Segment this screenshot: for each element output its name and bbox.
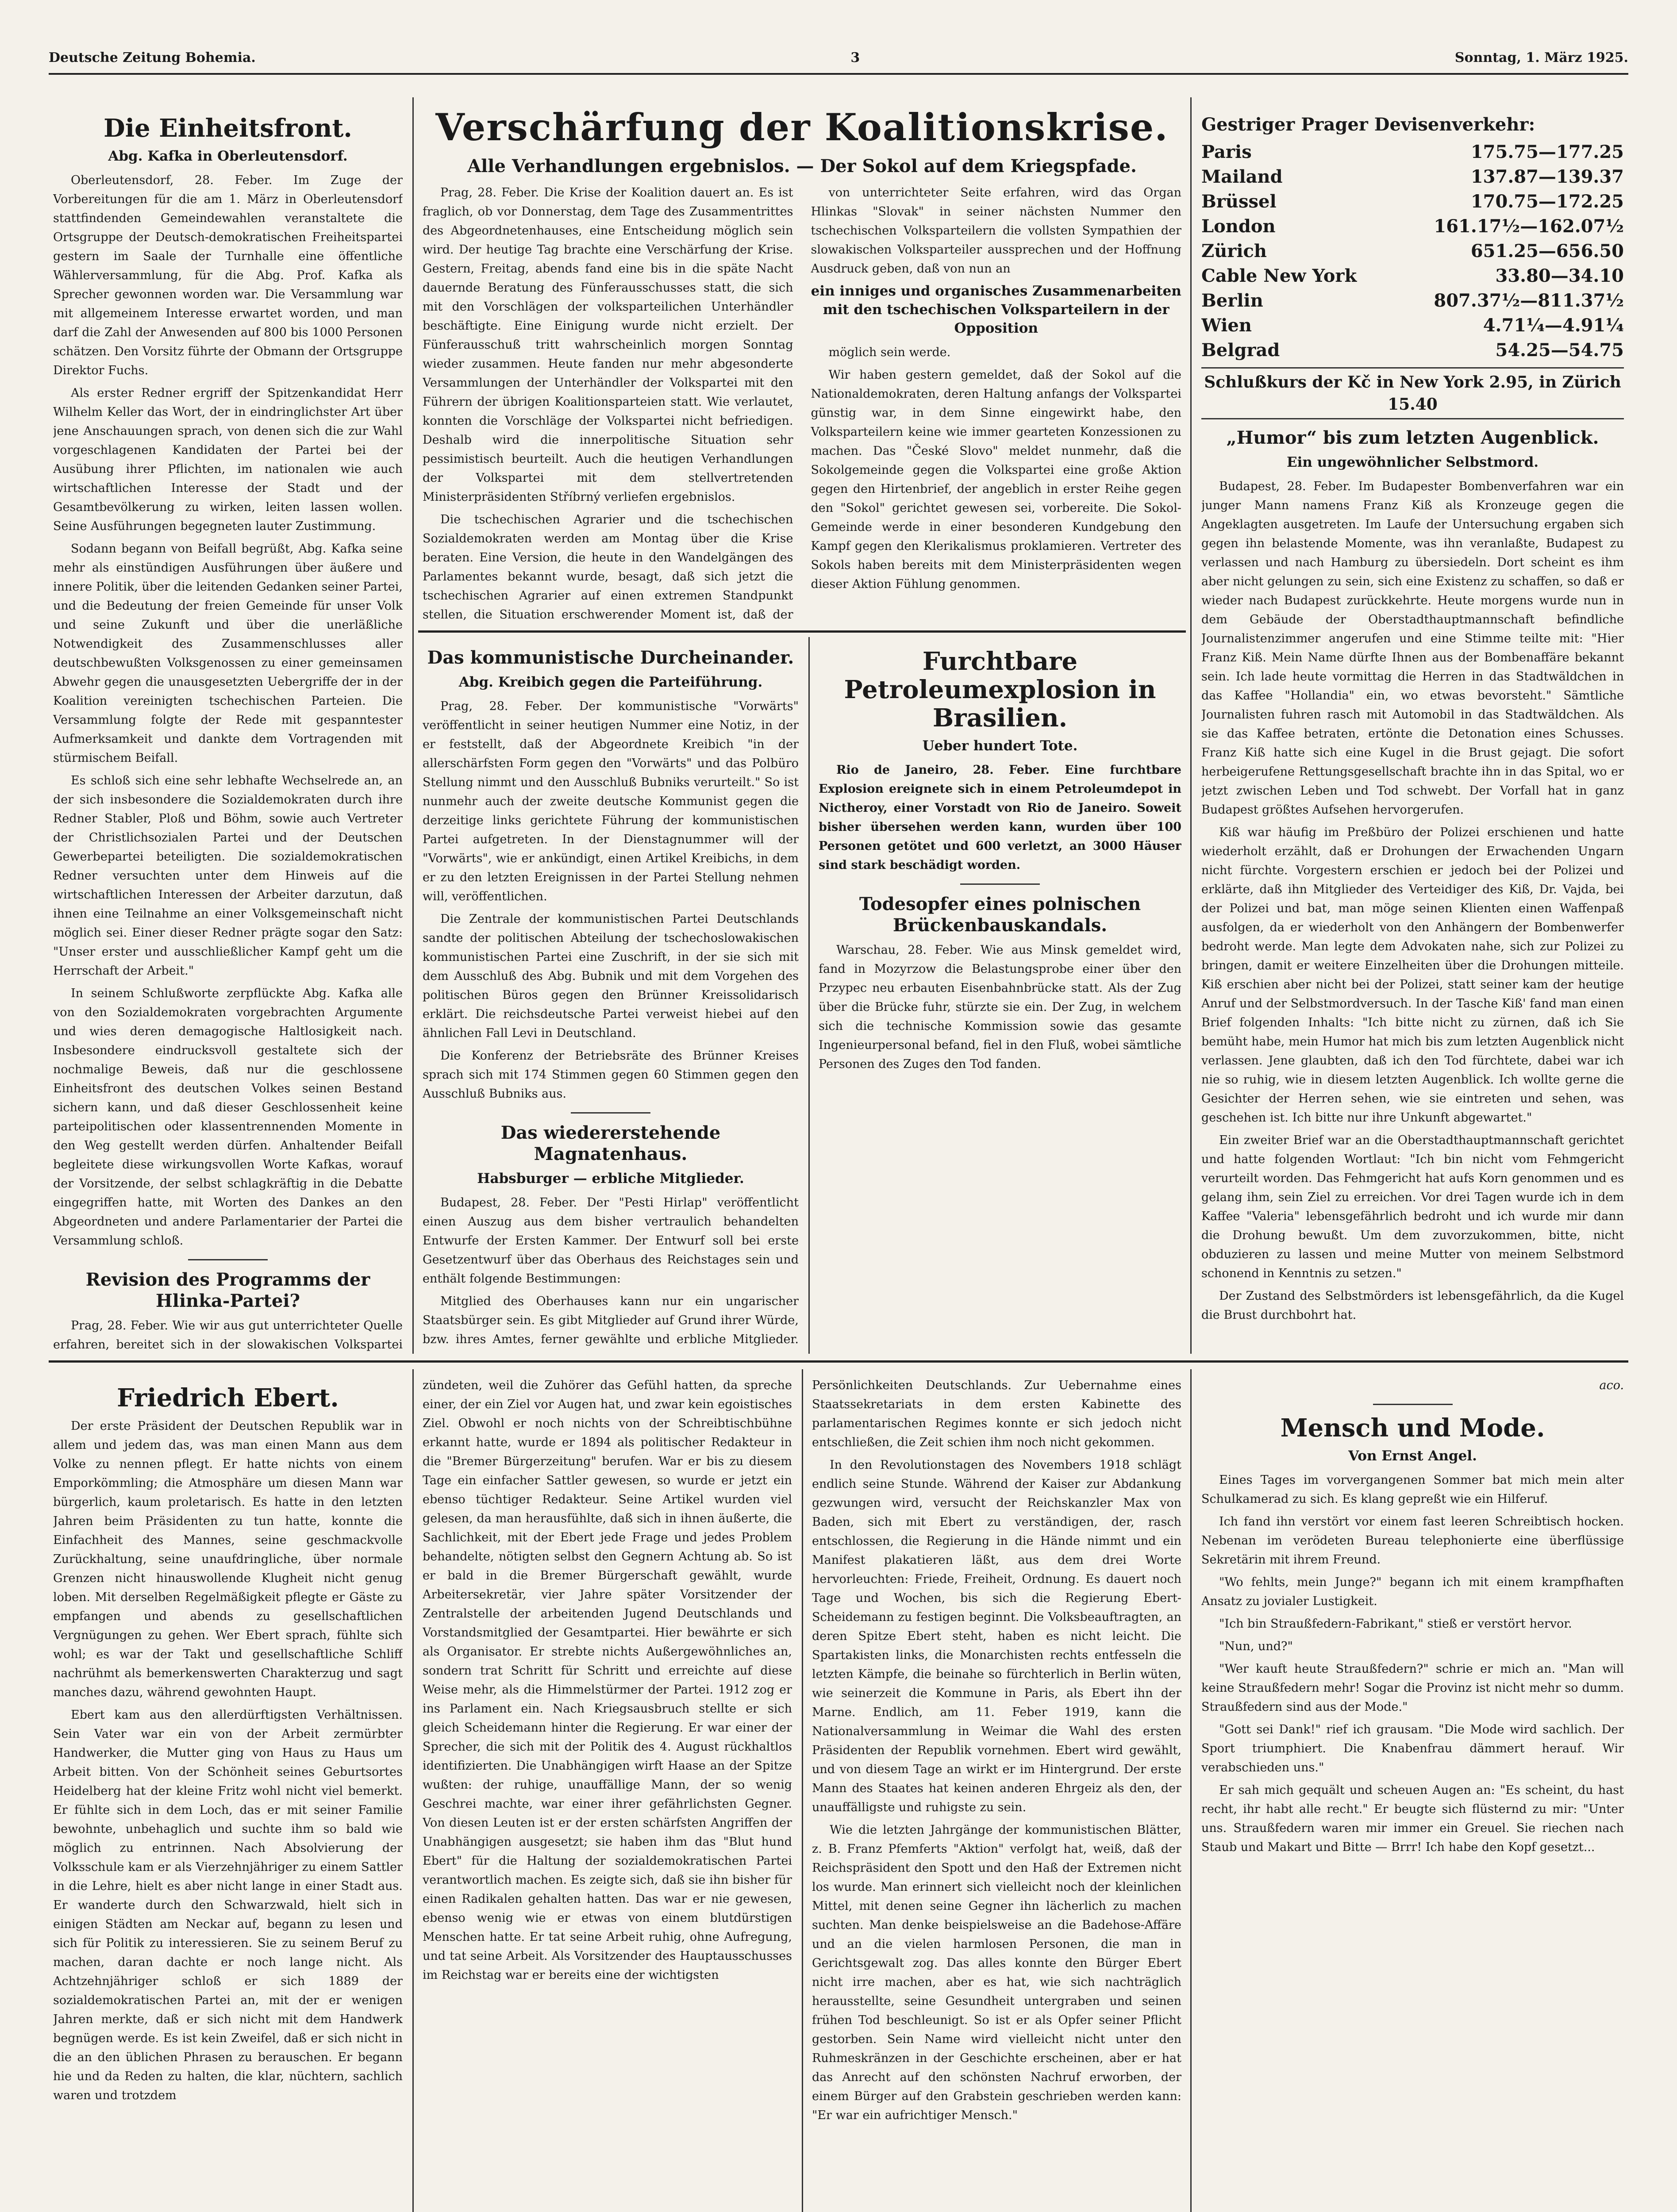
issue-date: Sonntag, 1. März 1925.: [1454, 50, 1628, 65]
paragraph: Der erste Präsident der Deutschen Republik war in allem und jedem das, was man einen Mann aus dem Volke zu nennen pflegt. Er hatte nichts von einem Emporkömmling; die Atmosphäre um diesen Mann war bürgerlich, kaum proletarisch. Es hatte in den letzten Jahren beim Präsidenten zu tun hatte, konnte die Einfachheit des Mannes, seine geschmackvolle Zurückhaltung, seine unaufdringliche, über normale Grenzen nicht hinauswollende Klugheit nicht genug loben. Mit derselben Regelmäßigkeit pflegte er Gäste zu empfangen und abends zu gesellschaftlichen Vergnügungen zu gehen. Wer Ebert sprach, fühlte sich wohl; es war der Takt und gesellschaftliche Schliff nachrühmt als bemerkenswerten Charakterzug und sagt manches dazu, während gewohnten Haupt.: [53, 1419, 403, 1699]
headline: Furchtbare Petroleumexplosion in Brasilien.: [844, 647, 1156, 733]
paper-name: Deutsche Zeitung Bohemia.: [49, 50, 256, 65]
rate-row: [1201, 189, 1624, 214]
two-column-body: [423, 183, 1181, 624]
page-header: [49, 42, 1628, 75]
headline: „Humor“ bis zum letzten Augenblick.: [1226, 427, 1599, 448]
article-petroleum: [819, 639, 1181, 1352]
paragraph: Ebert kam aus den allerdürftigsten Verhältnissen. Sein Vater war ein von der Arbeit zermürbter Handwerker, die Mutter ging von Haus zu Haus um Arbeit bitten. Von der Schönheit seines Geburtsortes Heidelberg hat der kleine Fritz wohl nicht viel bemerkt. Er fühlte sich in dem Loch, das er mit seiner Familie bewohnte, unbehaglich und suchte ihm so bald wie möglich zu entrinnen. Nach Absolvierung der Volksschule kam er als Vierzehnjähriger zu einem Sattler in die Lehre, hielt es aber nicht lange in einer Stadt aus. Er wanderte durch den Schwarzwald, hielt sich in einigen Städten am Neckar auf, begann zu lesen und sich für Politik zu interessieren. Sie zu seinem Beruf zu machen, daran dachte er noch lange nicht. Als Achtzehnjähriger schloß er sich 1889 der sozialdemokratischen Partei an, mit der er wenigen Jahren merkte, daß er sich nicht mit dem Handwerk begnügen werde. Es ist kein Zweifel, daß er sich nicht in die an den üblichen Phrasen zu berauschen. Er begann hie und da Reden zu halten, die klar, nüchtern, sachlich waren und trotzdem: [53, 1708, 403, 2102]
rate-city: London: [1201, 216, 1276, 237]
rate-value: 4.71¼—4.91¼: [1483, 315, 1624, 336]
rate-value: 33.80—34.10: [1495, 265, 1624, 286]
paragraph: Prag, 28. Feber. Der kommunistische "Vorwärts" veröffentlicht in seiner heutigen Nummer eine Notiz, in der er feststellt, daß der Abgeordnete Kreibich "in der allerschärfsten Form gegen den "Vorwärts" und das Polbüro Stellung nimmt und den Ausschluß Bubniks verurteilt." So ist nunmehr auch der zweite deutsche Kommunist gegen die derzeitige links gerichtete Führung der kommunistischen Partei aufgetreten. In der Dienstagnummer will der "Vorwärts", wie er ankündigt, einen Artikel Kreibichs, in dem er zu den letzten Ereignissen in der Partei Stellung nehmen will, veröffentlichen.: [423, 699, 799, 903]
rate-city: Mailand: [1201, 166, 1283, 187]
author-signature: aco.: [1599, 1379, 1624, 1392]
rate-value: 170.75—172.25: [1470, 191, 1624, 212]
rate-row: [1201, 140, 1624, 165]
rate-city: Paris: [1201, 142, 1252, 162]
rate-row: [1201, 239, 1624, 264]
rates-title: Gestriger Prager Devisenverkehr:: [1201, 114, 1535, 135]
paragraph: Kiß war häufig im Preßbüro der Polizei erschienen und hatte wiederholt erzählt, daß er Drohungen der Erwachenden Ungarn nicht fürchte. Vorgestern erschien er jedoch bei der Polizei und erklärte, daß ihn Mitglieder des Verteidiger des Kiß, Dr. Vajda, bei der Polizei und bat, man möge seinen Klienten einen Waffenpaß ausfolgen, da er wiederholt von den Anhängern der Bombenwerfer bedroht werde. Man legte dem Advokaten nahe, sich zur Polizei zu bringen, damit er weitere Einzelheiten über die Drohungen mitteile. Kiß erschien aber nicht bei der Polizei, statt seiner kam der heutige Anruf und der Selbstmordversuch. In der Tasche Kiß' fand man einen Brief folgenden Inhalts: "Ich bitte nicht zu zürnen, daß ich Sie bemüht habe, mein Humor hat mich bis zum letzten Augenblick nicht verlassen. Jene glaubten, daß ich den Tod fürchtete, dabei war ich nie so ruhig, wie in diesem letzten Augenblick. Ich wollte gerne die Gesichter der Herren sehen, wie sie eintreten und sehen, was geschehen ist. Ich bitte nur ihre Unkunft abgewartet.": [1201, 826, 1624, 1125]
paragraph: Als erster Redner ergriff der Spitzenkandidat Herr Wilhelm Keller das Wort, der in eindringlichster Art über jene Anschauungen sprach, von denen sich die zur Wahl vorgeschlagenen Kandidaten der Partei bei der Ausübung ihrer Pflichten, im nationalen wie auch wirtschaftlichen Interesse der Stadt und der Gesamtbevölkerung zu wirken, leiten lassen wollen. Seine Ausführungen begegneten lauter Zustimmung.: [53, 386, 403, 533]
headline: Die Einheitsfront.: [104, 114, 352, 143]
paragraph: "Gott sei Dank!" rief ich grausam. "Die Mode wird sachlich. Der Sport triumphiert. Die Knabenfrau dämmert herauf. Wir verabschieden uns.": [1201, 1723, 1624, 1774]
body-column: [423, 183, 793, 624]
rate-value: 161.17½—162.07½: [1434, 216, 1624, 237]
rate-value: 807.37½—811.37½: [1434, 290, 1624, 311]
rate-row: [1201, 313, 1624, 338]
paragraph: von unterrichteter Seite erfahren, wird das Organ Hlinkas "Slovak" in seiner nächsten Nummer den tschechischen Volksparteilern die vollsten Sympathien der slowakischen Volksparteiler aussprechen und der Hoffnung Ausdruck geben, daß von nun an: [811, 186, 1181, 276]
article-ebert-col3: [812, 1376, 1181, 2212]
paragraph: "Nun, und?": [1219, 1640, 1293, 1653]
subheadline: Habsburger — erbliche Mitglieder.: [477, 1171, 744, 1187]
rate-city: Berlin: [1201, 290, 1263, 311]
article-koalitionskrise: [423, 106, 1181, 624]
article-einheitsfront: [53, 106, 403, 1354]
paragraph: Ich fand ihn verstört vor einem fast leeren Schreibtisch hocken. Nebenan im verödeten Bureau telephonierte eine überflüssige Sekretärin mit ihrem Freund.: [1201, 1515, 1624, 1567]
paragraph: Die Zentrale der kommunistischen Partei Deutschlands sandte der politischen Abteilung der tschechoslowakischen kommunistischen Partei eine Zuschrift, in der sie sich mit dem Ausschluß des Abg. Bubnik und mit dem Vorgehen des politischen Büros gegen den Brünner Kreissolidarisch erklärt. Die reichsdeutsche Partei verweist hiebei auf den ähnlichen Fall Levi in Deutschland.: [423, 912, 799, 1040]
section-rule: [418, 630, 1186, 633]
headline: Todesopfer eines polnischen Brückenbauskandals.: [859, 894, 1141, 936]
rate-row: [1201, 338, 1624, 363]
paragraph: Sodann begann von Beifall begrüßt, Abg. Kafka seine mehr als einstündigen Ausführungen über äußere und innere Politik, über die leitenden Gedanken seiner Partei, und die Bedeutung der freien Gemeinde für unser Volk und seine Zukunft und über die unerläßliche Notwendigkeit des Zusammenschlusses aller deutschbewußten Volksgenossen zu einer gemeinsamen Abwehr gegen die unausgesetzten Uebergriffe der in der Koalition vereinigten tschechischen Parteien. Die Versammlung folgte der Rede mit gespanntester Aufmerksamkeit und dankte dem Vortragenden mit stürmischem Beifall.: [53, 542, 403, 765]
column-rule: [808, 637, 810, 1354]
rate-row: [1201, 288, 1624, 313]
paragraph: zündeten, weil die Zuhörer das Gefühl hatten, da spreche einer, der ein Ziel vor Augen hat, und zwar kein egoistisches Ziel. Obwohl er noch nichts von der Schreibtischbühne erkannt hatte, wurde er 1894 als politischer Redakteur in die "Bremer Bürgerzeitung" berufen. War er bis zu diesem Tage ein einfacher Sattler gewesen, so wurde er jetzt ein ebenso tüchtiger Redakteur. Seine Artikel wurden viel gelesen, da man herausfühlte, daß sich in ihnen äußerte, die Sachlichkeit, mit der Ebert jede Frage und jedes Problem behandelte, nötigten selbst den Gegnern Achtung ab. So ist er bald in die Bremer Bürgerschaft gewählt, wurde Arbeitersekretär, vier Jahre später Vorsitzender der Zentralstelle der arbeitenden Jugend Deutschlands und Vorstandsmitglied der Gesamtpartei. Hier bewährte er sich als Organisator. Er strebte nichts Außergewöhnliches an, sondern trat Schritt für Schritt und erreichte auf diese Weise mehr, als die Himmelstürmer der Partei. 1912 zog er ins Parlament ein. Nach Kriegsausbruch stellte er sich gleich Scheidemann hinter die Regierung. Er war einer der Sprecher, die sich mit der Politik des 4. August rückhaltlos identifizierten. Die Unabhängigen wirft Haase an der Spitze wußten: der ruhige, unauffällige Mann, der so wenig Geschrei machte, war einer ihrer gefährlichsten Gegner. Von diesen Leuten ist er der ersten schärfsten Angriffen der Unabhängigen ausgesetzt; sie haben ihm das "Blut hund Ebert" für die Haltung der sozialdemokratischen Partei verantwortlich machen. Es zeigte sich, daß sie ihn bisher für einen Radikalen gehalten hatten. Das war er nie gewesen, ebenso wenig wie er etwas von einem blutdürstigen Menschen hatte. Er tat seine Arbeit ruhig, ohne Aufregung, und tat seine Arbeit. Als Vorsitzender des Hauptausschusses im Reichstag war er bereits eine der wichtigsten: [423, 1379, 792, 1982]
paragraph: Es schloß sich eine sehr lebhafte Wechselrede an, an der sich insbesondere die Sozialdemokraten durch ihre Redner Stabler, Ploß und Böhm, sowie auch Vertreter der Christlichsozialen Partei und der Deutschen Gewerbepartei beteiligten. Die sozialdemokratischen Redner versuchten unter dem Hinweis auf die wirtschaftlichen Interessen der Arbeiter darzutun, daß ihnen eine Teilnahme an einer Volksgemeinschaft nicht möglich sei. Einer dieser Redner prägte sogar den Satz: "Unser erster und ausschließlicher Kampf geht um die Herrschaft der Arbeit.": [53, 774, 403, 978]
rate-value: 175.75—177.25: [1470, 142, 1624, 162]
paragraph: Wie die letzten Jahrgänge der kommunistischen Blätter, z. B. Franz Pfemferts "Aktion" verfolgt hat, weiß, daß der Reichspräsident den Spott und den Haß der Extremen nicht los wurde. Man erinnert sich vielleicht noch der kleinlichen Mittel, mit denen seine Gegner ihn lächerlich zu machen suchten. Man denke beispielsweise an die Badehose-Affäre und an die vielen harmlosen Personen, die man in Gerichtsgewalt zog. Das alles konnte den Bürger Ebert nicht irre machen, aber es hat, wie sich nachträglich herausstellte, seine Gesundheit untergraben und seinen frühen Tod beschleunigt. So ist er als Opfer seiner Pflicht gestorben. Sein Name wird vielleicht nicht unter den Ruhmeskränzen in der Geschichte erscheinen, aber er hat das Anrecht auf den schönsten Nachruf erworben, der einem Bürger auf den Grabstein geschrieben werden kann: "Er war ein aufrichtiger Mensch.": [812, 1823, 1181, 2122]
paragraph: Mitglied des Oberhauses kann nur ein ungarischer Staatsbürger sein. Es gibt Mitglieder auf Grund ihrer Würde, bzw. ihres Amtes, ferner gewählte und erbliche Mitglieder.: [423, 1294, 799, 1346]
paragraph: Prag, 28. Feber. Wie wir aus gut unterrichteter Quelle erfahren, bereitet sich in der slowakischen Volkspartei: [53, 1319, 403, 1352]
column-rule: [802, 1369, 803, 2212]
rate-city: Brüssel: [1201, 191, 1277, 212]
paragraph: "Wo fehlts, mein Junge?" begann ich mit einem krampfhaften Ansatz zu jovialer Lustigkeit.: [1201, 1575, 1624, 1608]
paragraph: Ein zweiter Brief war an die Oberstadthauptmannschaft gerichtet und hatte folgenden Wortlaut: "Ich bin nicht vom Fehmgericht verurteilt worden. Das Fehmgericht hat aufs Korn genommen und es gelang ihm, sein Ziel zu erreichen. Vor drei Tagen wurde ich in dem Kaffee "Valeria" lebensgefährlich bedroht und ich wurde mir dann die Drohung bewußt. Um dem zuvorzukommen, bitte, nicht obduzieren zu lassen und meine Mutter von meinem Selbstmord schonend in Kenntnis zu setzen.": [1201, 1133, 1624, 1280]
rate-city: Belgrad: [1201, 340, 1280, 361]
rate-value: 651.25—656.50: [1470, 241, 1624, 261]
page-divider: [49, 1360, 1628, 1363]
headline: Das kommunistische Durcheinander.: [427, 647, 794, 668]
paragraph: Oberleutensdorf, 28. Feber. Im Zuge der Vorbereitungen für die am 1. März in Oberleutensdorf stattfindenden Gemeindewahlen veranstaltete die Ortsgruppe der Deutsch-demokratischen Freiheitspartei gestern im Saale der Turnhalle eine öffentliche Wählerversammlung, für die Abg. Prof. Kafka als Sprecher gewonnen worden war. Die Versammlung war mit allgemeinem Interesse erwartet worden, und man darf die Zahl der Anwesenden auf 800 bis 1000 Personen schätzen. Den Vorsitz führte der Obmann der Ortsgruppe Direktor Fuchs.: [53, 173, 403, 377]
paragraph: Budapest, 28. Feber. Der "Pesti Hirlap" veröffentlicht einen Auszug aus dem bisher vertraulich behandelten Entwurfe der Ersten Kammer. Der Entwurf soll bei erste Gesetzentwurf über das Oberhaus des Reichstages sein und enthält folgende Bestimmungen:: [423, 1196, 799, 1286]
paragraph: Er sah mich gequält und scheuen Augen an: "Es scheint, du hast recht, ihr habt alle recht." Er beugte sich flüsternd zu mir: "Unter uns. Straußfedern waren mir immer ein Greuel. Sie riechen nach Staub und Makart und Bitte — Brrr! Ich habe den Kopf gesetzt...: [1201, 1783, 1624, 1854]
rate-city: Cable New York: [1201, 265, 1357, 286]
paragraph: Wir haben gestern gemeldet, daß der Sokol auf die Nationaldemokraten, deren Haltung anfangs der Volkspartei günstig war, in dem Sinne eingewirkt habe, den Volksparteilern keine wie immer gearteten Konzessionen zu machen. Das "České Slovo" meldet nunmehr, daß die Sokolgemeinde gegen die Volkspartei eine große Aktion gegen den Hirtenbrief, der angeblich in erster Reihe gegen den "Sokol" gerichtet gewesen sei, vorbereite. Die Sokol-Gemeinde werde in einer besonderen Kundgebung den Kampf gegen den Klerikalismus proklamieren. Vertreter des Sokols haben bereits mit dem Ministerpräsidenten wegen dieser Aktion Fühlung genommen.: [811, 368, 1181, 591]
headline: Revision des Programms der Hlinka-Partei?: [85, 1269, 370, 1311]
rate-value: 54.25—54.75: [1495, 340, 1624, 361]
paragraph: "Ich bin Straußfedern-Fabrikant," stieß er verstört hervor.: [1219, 1617, 1572, 1631]
paragraph: Eines Tages im vorvergangenen Sommer bat mich mein alter Schulkamerad zu sich. Es klang gepreßt wie ein Hilferuf.: [1201, 1473, 1624, 1506]
paragraph: Die tschechischen Agrarier und die tschechischen Sozialdemokraten werden am Montag über die Krise beraten. Eine Version, die heute in den Wandelgängen des Parlamentes bekannt wurde, besagt, daß sich jetzt die tschechischen Agrarier auf einen extremen Standpunkt stellen, die Situation erschwerender Moment ist, daß der: [423, 513, 793, 622]
inline-heading: ein inniges und organisches Zusammenarbeiten mit den tschechischen Volksparteilern in der Opposition: [811, 283, 1181, 336]
right-column-top: [1201, 106, 1624, 1352]
paragraph: In den Revolutionstagen des Novembers 1918 schlägt endlich seine Stunde. Während der Kaiser zur Abdankung gezwungen wird, versucht der Reichskanzler Max von Baden, sich mit Ebert zu verständigen, der, rasch entschlossen, die Regierung in die Hände nimmt und ein Manifest plakatieren läßt, aus dem drei Worte hervorleuchten: Friede, Freiheit, Ordnung. Es dauert noch Tage und Wochen, bis sich die Regierung Ebert-Scheidemann zu festigen beginnt. Die Volksbeauftragten, an deren Spitze Ebert steht, haben es nicht leicht. Die Spartakisten links, die Monarchisten rechts entfesseln die letzten Kämpfe, die beinahe so fürchterlich in Berlin wüten, wie seinerzeit die Kommune in Paris, als Ebert ihn der Marne. Endlich, am 11. Feber 1919, kann die Nationalversammlung in Weimar die Wahl des ersten Präsidenten der Republik vornehmen. Ebert wird gewählt, und von diesem Tage an wirkt er im Hintergrund. Der erste Mann des Staates hat keinen anderen Ehrgeiz als den, der unauffälligste und ruhigste zu sein.: [812, 1458, 1181, 1814]
column-rule: [412, 97, 414, 1354]
paragraph: möglich sein werde.: [828, 346, 951, 359]
headline: Mensch und Mode.: [1280, 1413, 1545, 1443]
page-number: 3: [850, 50, 860, 65]
rate-row: [1201, 214, 1624, 239]
body-column: [811, 183, 1182, 624]
paragraph: Persönlichkeiten Deutschlands. Zur Uebernahme eines Staatssekretariats in dem ersten Kabinette des parlamentarischen Regimes konnte er sich jedoch nicht entschließen, die Zeit schien ihm noch nicht gekommen.: [812, 1379, 1181, 1449]
column-rule: [412, 1369, 414, 2212]
main-subheadline: Alle Verhandlungen ergebnislos. — Der Sokol auf dem Kriegspfade.: [467, 156, 1137, 177]
paragraph: In seinem Schlußworte zerpflückte Abg. Kafka alle von den Sozialdemokraten vorgebrachten Argumente und wies deren demagogische Haltlosigkeit nach. Insbesondere eindrucksvoll gestaltete sich der nochmalige Beweis, daß nur die geschlossene Einheitsfront des deutschen Volkes seinen Bestand sichern kann, und daß dieser Geschlossenheit keine parteipolitischen oder klassentrennenden Momente in den Weg gestellt werden dürfen. Anhaltender Beifall begleitete diese wirkungsvollen Worte Kafkas, worauf der Vorsitzende, der selbst schlagkräftig in die Debatte eingegriffen hatte, mit Worten des Dankes an den Abgeordneten und andere Parlamentarier der Partei die Versammlung schloß.: [53, 987, 403, 1248]
paragraph: Prag, 28. Feber. Die Krise der Koalition dauert an. Es ist fraglich, ob vor Donnerstag, dem Tage des Zusammentrittes des Abgeordnetenhauses, eine Entscheidung möglich sein wird. Der heutige Tag brachte eine Verschärfung der Krise. Gestern, Freitag, abends fand eine bis in die späte Nacht dauernde Beratung des Fünferausschusses statt, die sich mit den Vorschlägen der volksparteilichen Unterhändler beschäftigte. Eine Einigung wurde nicht erzielt. Der Fünferausschuß tritt wahrscheinlich morgen Sonntag wieder zusammen. Heute fanden nur mehr abgesonderte Versammlungen der Unterhändler der Volkspartei mit den Führern der übrigen Koalitionsparteien statt. Wie verlautet, konnten die Vorschläge der Volkspartei nicht befriedigen. Deshalb wird die innerpolitische Situation sehr pessimistisch beurteilt. Auch die heutigen Verhandlungen der Volkspartei mit dem stellvertretenden Ministerpräsidenten Stříbrný verliefen ergebnislos.: [423, 186, 793, 504]
closing-rate-note: Schlußkurs der Kč in New York 2.95, in Zürich 15.40: [1201, 367, 1624, 419]
subheadline: Abg. Kafka in Oberleutensdorf.: [108, 148, 348, 164]
paragraph: Budapest, 28. Feber. Im Budapester Bombenverfahren war ein junger Mann namens Franz Kiß als Kronzeuge gegen die Angeklagten ausgetreten. Im Laufe der Untersuchung ergaben sich gegen ihn belastende Momente, was ihn veranlaßte, Budapest zu verlassen und nach Hamburg zu übersiedeln. Dort scheint es ihm aber nicht gelungen zu sein, sich eine Existenz zu schaffen, so daß er wieder nach Budapest zurückkehrte. Heute morgens wurde nun in dem Gebäude der Oberstadthauptmannschaft befindliche Journalistenzimmer angerufen und eine Stimme teilte mit: "Hier Franz Kiß. Mein Name dürfte Ihnen aus der Bombenaffäre bekannt sein. Ich lade heute vormittag die Herren in das Stadtwäldchen in das Kaffee "Hollandia" ein, wo etwas bevorsteht." Sämtliche Journalisten fuhren rasch mit Automobil in das Stadtwäldchen. Als sie das Kaffee betraten, ertönte die Detonation eines Schusses. Franz Kiß hatte sich eine Kugel in die Brust gejagt. Die sofort herbeigerufene Rettungsgesellschaft brachte ihn in das Spital, wo er jetzt zwischen Leben und Tod schwebt. Der Vorfall hat in ganz Budapest größtes Aufsehen hervorgerufen.: [1201, 480, 1624, 817]
article-magnatenhaus: [423, 639, 799, 1352]
article-ebert-col2: [423, 1376, 792, 2212]
paragraph: "Wer kauft heute Straußfedern?" schrie er mich an. "Man will keine Straußfedern mehr! Sogar die Provinz ist nicht mehr so dumm. Straußfedern sind aus der Mode.": [1201, 1662, 1624, 1714]
paragraph: Warschau, 28. Feber. Wie aus Minsk gemeldet wird, fand in Mozyrzow die Belastungsprobe einer über den Przypec neu erbauten Eisenbahnbrücke statt. Als der Zug über die Brücke fuhr, stürzte sie ein. Der Zug, in welchem sich die technische Kommission sowie das gesamte Ingenieurpersonal befand, fiel in den Fluß, wobei sämtliche Personen des Zuges den Tod fanden.: [819, 943, 1181, 1071]
article-mensch-und-mode: [1201, 1376, 1624, 2212]
rate-city: Zürich: [1201, 241, 1267, 261]
subheadline: Ein ungewöhnlicher Selbstmord.: [1286, 454, 1539, 470]
paragraph: Die Konferenz der Betriebsräte des Brünner Kreises sprach sich mit 174 Stimmen gegen 60 Stimmen gegen den Ausschluß Bubniks aus.: [423, 1049, 799, 1101]
exchange-rates-table: [1201, 140, 1624, 363]
article-separator: [571, 1112, 650, 1114]
rate-value: 137.87—139.37: [1470, 166, 1624, 187]
headline: Das wiedererstehende Magnatenhaus.: [500, 1122, 721, 1164]
article-separator: [960, 883, 1040, 885]
rate-row: [1201, 264, 1624, 288]
rate-row: [1201, 165, 1624, 189]
article-ebert-col1: [53, 1376, 403, 2212]
subheadline: Ueber hundert Tote.: [922, 738, 1078, 754]
column-rule: [1190, 1369, 1192, 2212]
paragraph: Der Zustand des Selbstmörders ist lebensgefährlich, da die Kugel die Brust durchbohrt hat.: [1201, 1289, 1624, 1322]
rate-city: Wien: [1201, 315, 1252, 336]
article-separator: [188, 1259, 268, 1260]
paragraph: Rio de Janeiro, 28. Feber. Eine furchtbare Explosion ereignete sich in einem Petroleumdepot in Nictheroy, einer Vorstadt von Rio de Janeiro. Soweit bisher übersehen werden kann, wurden über 100 Personen getötet und 600 verletzt, an 3000 Häuser sind stark beschädigt worden.: [819, 763, 1181, 872]
headline: Friedrich Ebert.: [117, 1383, 339, 1413]
article-separator: [1373, 1404, 1453, 1405]
main-headline: Verschärfung der Koalitionskrise.: [435, 106, 1169, 149]
column-rule: [1190, 97, 1192, 1354]
subheadline: Abg. Kreibich gegen die Parteiführung.: [458, 674, 763, 690]
byline: Von Ernst Angel.: [1348, 1448, 1477, 1464]
